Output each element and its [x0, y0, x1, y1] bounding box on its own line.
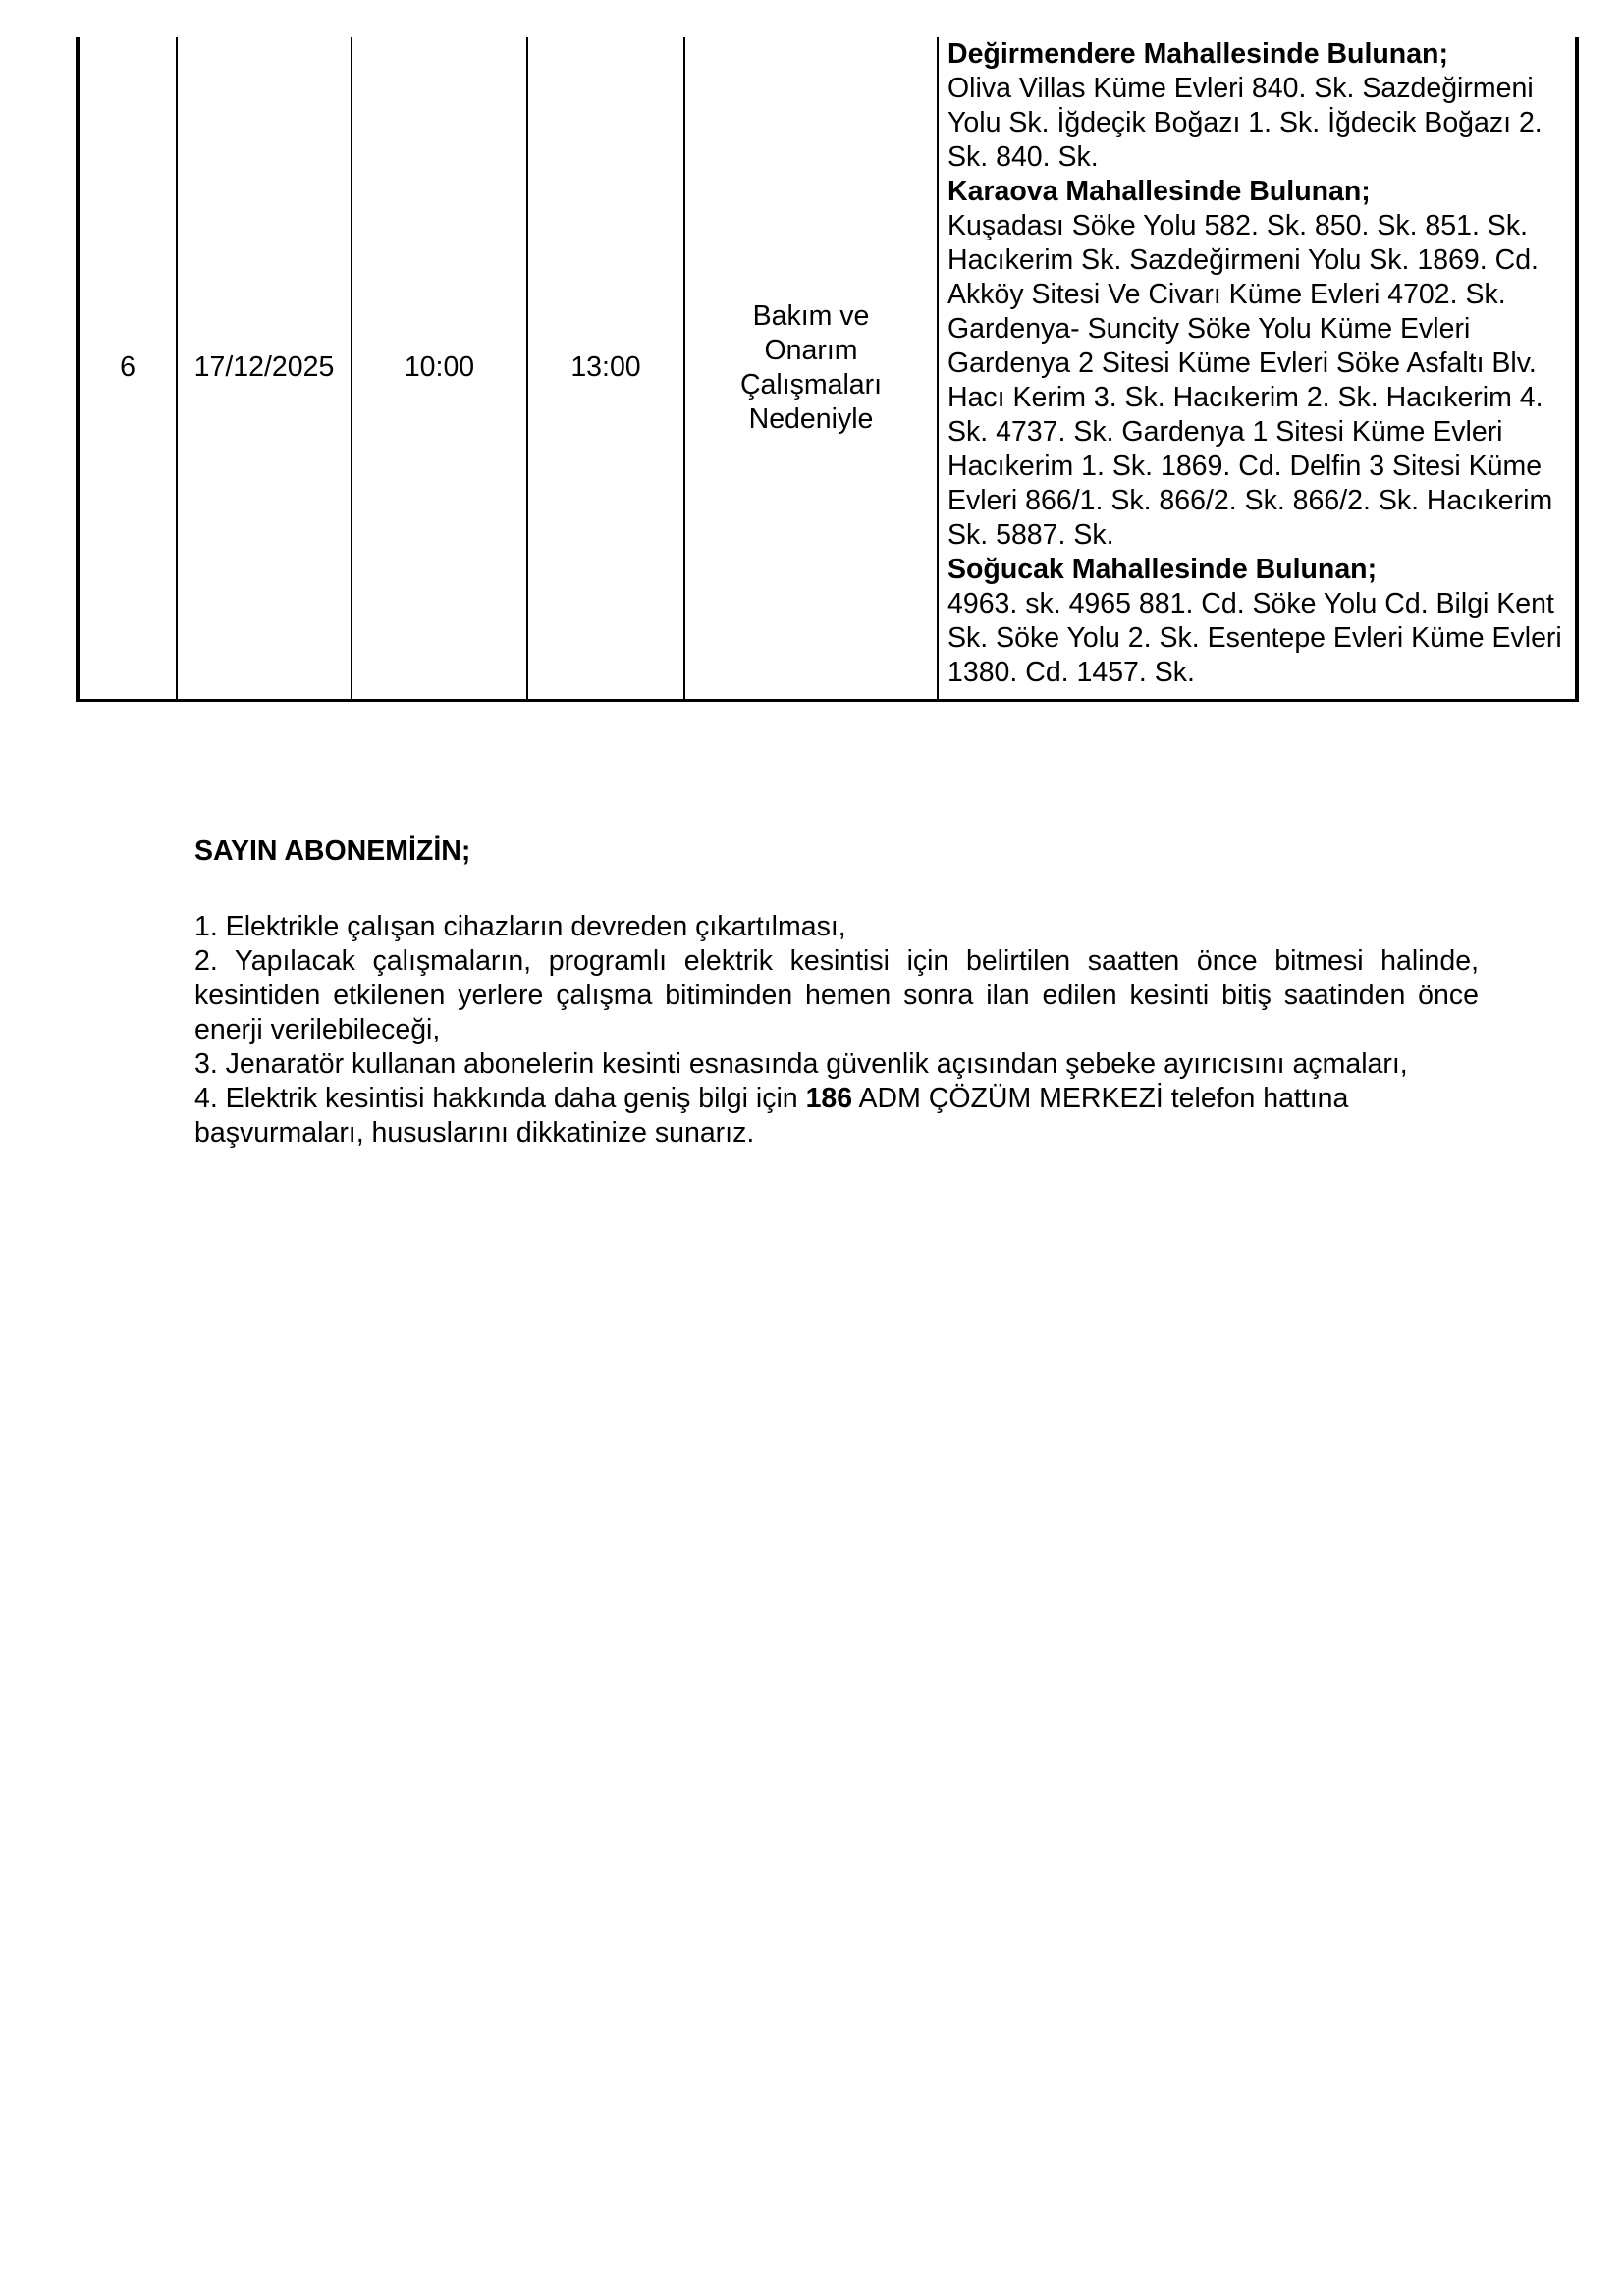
notice-item-4 — [194, 1082, 1479, 1150]
outage-date: 17/12/2025 — [177, 37, 352, 700]
outage-table — [76, 37, 1579, 702]
area-block — [947, 553, 1567, 690]
call-center-number: 186 — [805, 1083, 853, 1114]
affected-areas — [938, 37, 1577, 700]
outage-reason-text: Bakım ve Onarım Çalışmaları Nedeniyle — [739, 299, 883, 435]
start-time: 10:00 — [352, 37, 527, 700]
table-row — [78, 37, 1577, 700]
subscriber-notice — [194, 834, 1479, 1150]
notice-item-3: 3. Jenaratör kullanan abonelerin kesinti esnasında güvenlik açısından şebeke ayırıcısını açmaları, — [194, 1048, 1408, 1080]
outage-reason — [684, 37, 938, 700]
notice-item-2: 2. Yapılacak çalışmaların, programlı elektrik kesintisi için belirtilen saatten önce bitmesi halinde, kesintiden etkilenen yerlere çalışma bitiminden hemen sonra ilan edilen kesinti bitiş saatinden önce enerji verilebileceği, — [194, 945, 1479, 1045]
notice-item-1: 1. Elektrikle çalışan cihazların devreden çıkartılması, — [194, 911, 846, 942]
district-name: Soğucak Mahallesinde Bulunan; — [947, 554, 1378, 585]
area-block — [947, 175, 1567, 553]
area-block — [947, 37, 1567, 175]
district-name: Karaova Mahallesinde Bulunan; — [947, 176, 1371, 207]
district-name: Değirmendere Mahallesinde Bulunan; — [947, 38, 1448, 70]
end-time: 13:00 — [527, 37, 684, 700]
street-list: 4963. sk. 4965 881. Cd. Söke Yolu Cd. Bilgi Kent Sk. Söke Yolu 2. Sk. Esentepe Evleri Küme Evleri 1380. Cd. 1457. Sk. — [947, 588, 1562, 688]
notice-title: SAYIN ABONEMİZİN; — [194, 835, 471, 867]
row-number: 6 — [78, 37, 177, 700]
street-list: Kuşadası Söke Yolu 582. Sk. 850. Sk. 851. Sk. Hacıkerim Sk. Sazdeğirmeni Yolu Sk. 1869. Cd. Akköy Sitesi Ve Civarı Küme Evleri 4702. Sk. Gardenya- Suncity Söke Yolu Küme Evleri Gardenya 2 Sitesi Küme Evleri Söke Asfaltı Blv. Hacı Kerim 3. Sk. Hacıkerim 2. Sk. Hacıkerim 4. Sk. 4737. Sk. Gardenya 1 Sitesi Küme Evleri Hacıkerim 1. Sk. 1869. Cd. Delfin 3 Sitesi Küme Evleri 866/1. Sk. 866/2. Sk. 866/2. Sk. Hacıkerim Sk. 5887. Sk. — [947, 210, 1553, 551]
street-list: Oliva Villas Küme Evleri 840. Sk. Sazdeğirmeni Yolu Sk. İğdeçik Boğazı 1. Sk. İğdecik Boğazı 2. Sk. 840. Sk. — [947, 73, 1543, 173]
notice-item-4-text: 4. Elektrik kesintisi hakkında daha geniş bilgi için — [194, 1083, 806, 1114]
notice-item-4-rest: ADM ÇÖZÜM MERKEZİ telefon hattına başvurmaları, hususlarını dikkatinize sunarız. — [194, 1083, 1349, 1148]
